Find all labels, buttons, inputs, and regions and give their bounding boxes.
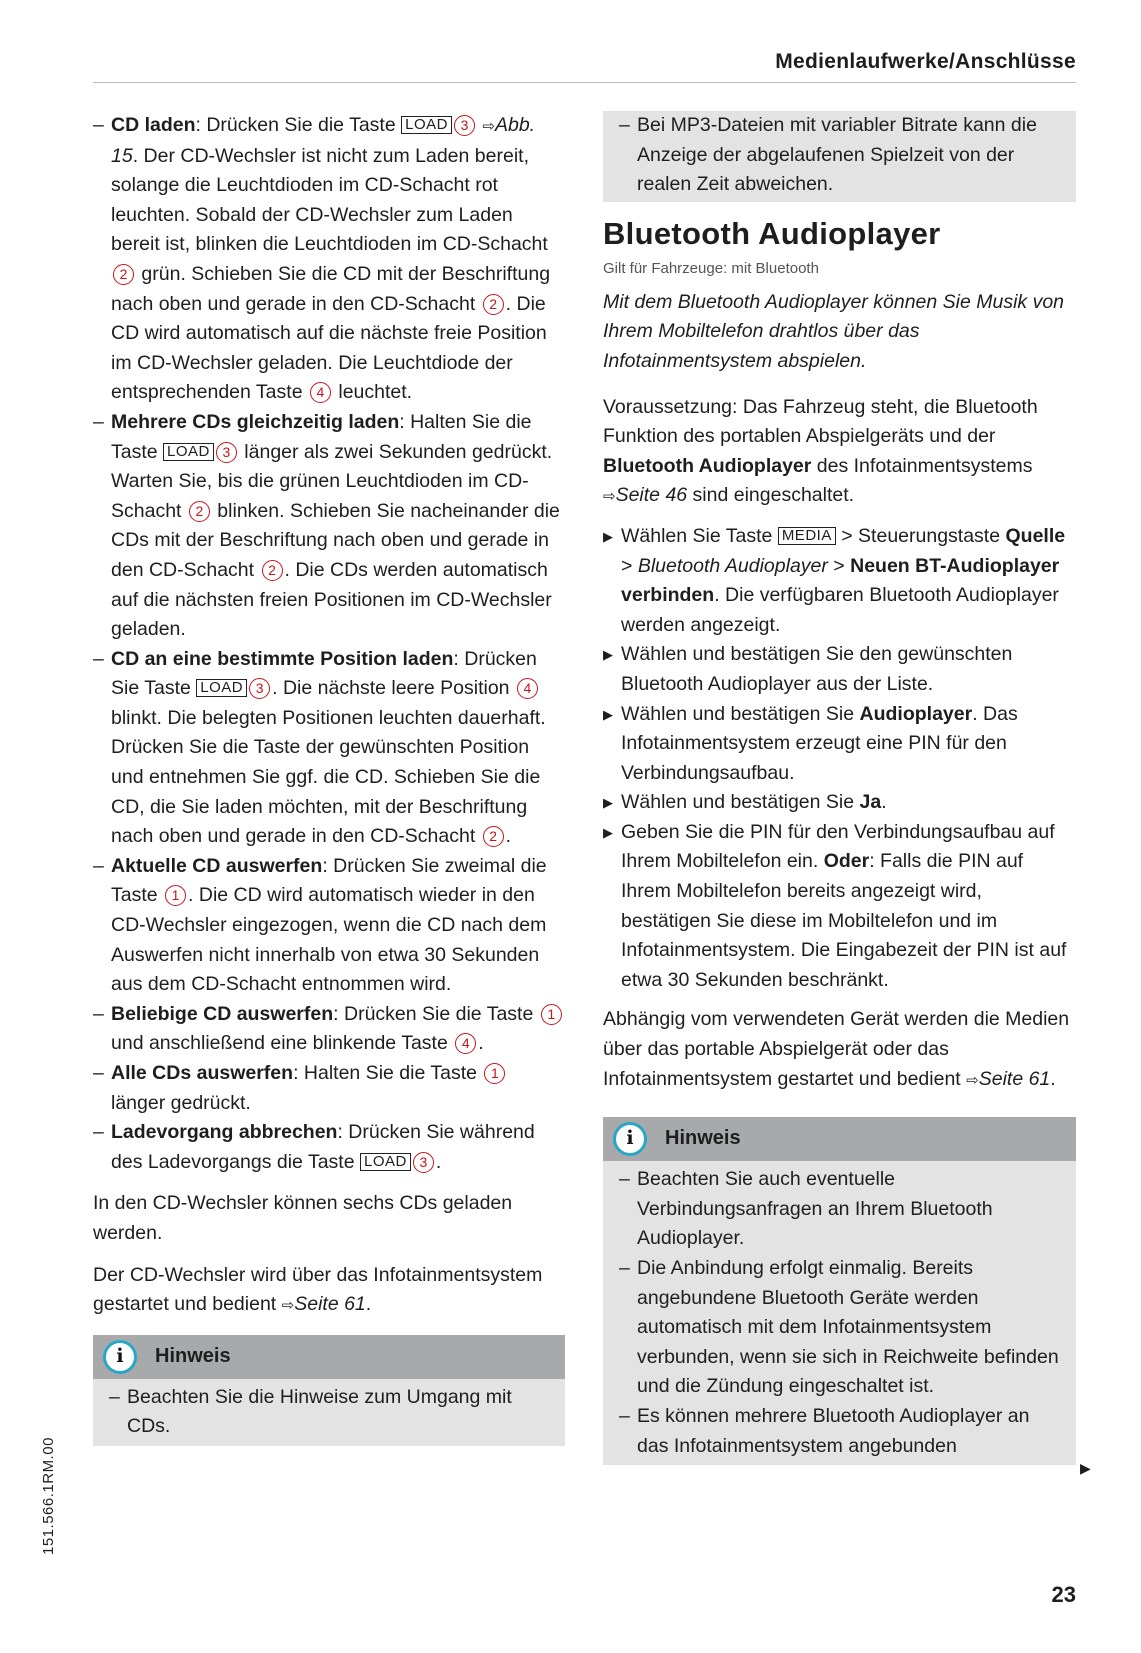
hinweis-box-right — [603, 1117, 1076, 1465]
hardware-key-label: LOAD — [163, 443, 214, 461]
note-list — [603, 111, 1076, 200]
list-item — [93, 111, 565, 408]
list-item — [619, 1254, 1064, 1402]
bullet-triangle-icon: ▶ — [603, 647, 613, 663]
info-icon: i — [613, 1122, 647, 1156]
callout-number: 3 — [249, 678, 270, 699]
list-item — [619, 1165, 1064, 1254]
note-box — [603, 111, 1076, 202]
list-item — [93, 1118, 565, 1177]
callout-number: 3 — [454, 115, 475, 136]
bold-term: Aktuelle CD auswerfen — [111, 854, 323, 877]
dash-marker: – — [93, 1121, 104, 1144]
reference-text: Abb. 15 — [111, 114, 536, 167]
bullet-triangle-icon: ▶ — [603, 528, 613, 544]
reference-arrow-icon: ⇨ — [482, 118, 495, 135]
text-run: . Der CD-Wechsler ist nicht zum Laden bereit, solange die Leuchtdioden im CD-Schacht rot leuchten. Sobald der CD-Wechsler zum Laden bereit ist, blinken die Leuchtdioden im CD-Schacht — [111, 144, 548, 256]
text-run: leuchtet. — [332, 381, 413, 404]
dash-marker: – — [109, 1385, 120, 1408]
bold-term: CD laden — [111, 114, 196, 136]
section-title: Medienlaufwerke/Anschlüsse — [775, 50, 1076, 73]
reference-arrow-icon: ⇨ — [603, 488, 616, 506]
text-run: grün. Schieben Sie die CD mit der Beschriftung nach oben und gerade in den CD-Schacht — [111, 262, 551, 315]
hinweis-header — [93, 1335, 565, 1379]
hinweis-list — [93, 1379, 565, 1442]
text-run: . — [505, 825, 512, 848]
paragraph — [93, 1189, 565, 1248]
text-run: . Die CD wird automatisch wieder in den CD-Wechsler eingezogen, wenn die CD nach dem Auswerfen nicht innerhalb von etwa 30 Sekunden aus dem CD-Schacht entnommen wird. — [111, 884, 547, 996]
text-run: Wählen und bestätigen Sie — [621, 702, 860, 725]
list-item — [603, 788, 1076, 818]
list-item — [93, 1000, 565, 1059]
text-run: . — [478, 1032, 484, 1055]
callout-number: 3 — [216, 442, 237, 463]
text-run: Bei MP3-Dateien mit variabler Bitrate kann die Anzeige der abgelaufenen Spielzeit von der realen Zeit abweichen. — [637, 114, 1037, 196]
bold-term: Quelle — [1005, 524, 1066, 547]
text-run: > — [827, 554, 851, 577]
text-run: . Die CDs werden automatisch auf die nächsten freien Positionen im CD-Wechsler geladen. — [111, 558, 552, 641]
header-rule — [93, 82, 1076, 83]
bullet-triangle-icon: ▶ — [603, 824, 613, 840]
text-run: : Falls die PIN auf Ihrem Mobiltelefon bereits angezeigt wird, bestätigen Sie diese im Mobiltelefon und im Infotainmentsystem. Die Eingabezeit der PIN ist auf etwa 30 Sekunden beschränkt. — [621, 850, 1067, 991]
dash-marker: – — [93, 410, 104, 433]
hinweis-box — [93, 1335, 565, 1446]
text-run: blinken. Schieben Sie nacheinander die CDs mit der Beschriftung nach oben und gerade in den CD-Schacht — [111, 499, 560, 581]
dash-marker: – — [619, 1257, 630, 1279]
text-run: . Das Infotainmentsystem erzeugt eine PIN für den Verbindungsaufbau. — [621, 702, 1018, 784]
text-run: : Halten Sie die Taste — [293, 1062, 483, 1084]
text-run: blinkt. Die belegten Positionen leuchten dauerhaft. Drücken Sie die Taste der gewünschten Position und entnehmen Sie ggf. die CD. Schieben Sie die CD, die Sie laden möchten, mit der Beschriftung nach oben und gerade in den CD-Schacht — [111, 706, 546, 848]
dash-marker: – — [619, 114, 630, 136]
section-heading: Bluetooth Audioplayer — [603, 215, 941, 251]
list-item — [93, 1059, 565, 1118]
callout-number: 2 — [189, 501, 210, 522]
dash-marker: – — [93, 647, 104, 670]
text-run: Wählen und bestätigen Sie den gewünschten Bluetooth Audioplayer aus der Liste. — [621, 643, 1013, 695]
applies-to: Gilt für Fahrzeuge: mit Bluetooth — [603, 259, 819, 277]
hardware-key-label: LOAD — [360, 1153, 411, 1171]
intro-text: Mit dem Bluetooth Audioplayer können Sie Musik von Ihrem Mobiltelefon drahtlos über das Infotainmentsystem abspielen. — [603, 290, 1065, 372]
callout-number: 1 — [541, 1004, 562, 1025]
bold-term: Oder — [823, 850, 870, 873]
bold-term: Alle CDs auswerfen — [111, 1062, 294, 1084]
paragraphs — [93, 1189, 565, 1320]
bold-term: Mehrere CDs gleichzeitig laden — [111, 410, 400, 433]
reference-text: Seite 61 — [978, 1067, 1051, 1090]
callout-number: 3 — [413, 1152, 434, 1173]
cross-reference[interactable] — [966, 1068, 1050, 1090]
right-column — [603, 111, 1076, 1465]
reference-arrow-icon: ⇨ — [966, 1071, 979, 1089]
callout-number: 1 — [484, 1063, 505, 1084]
text-run: . Die CD wird automatisch auf die nächste freie Position im CD-Wechsler geladen. Die Leuchtdiode der entsprechenden Taste — [111, 292, 547, 404]
text-run: . Die nächste leere Position — [272, 677, 515, 700]
step-list — [603, 522, 1076, 996]
paragraph — [603, 1005, 1076, 1095]
left-column — [93, 111, 565, 1446]
cross-reference[interactable] — [603, 484, 687, 506]
list-item — [93, 645, 565, 852]
dash-marker: – — [93, 1002, 104, 1025]
dash-marker: – — [619, 1404, 630, 1427]
prerequisite — [603, 393, 1076, 512]
bold-term: Neuen BT-Audioplayer verbinden — [621, 554, 1060, 607]
text-run: Wählen Sie Taste — [621, 524, 778, 547]
text-run: länger als zwei Sekunden gedrückt. Warten Sie, bis die grünen Leuchtdioden im CD-Schacht — [111, 440, 553, 522]
bold-term: Beliebige CD auswerfen — [111, 1002, 334, 1025]
closing-text — [603, 1005, 1076, 1095]
list-item — [619, 1402, 1064, 1461]
callout-number: 2 — [113, 264, 134, 285]
text-run: . — [365, 1293, 372, 1316]
text-run: des Infotainmentsystems — [811, 454, 1033, 477]
bold-term: Bluetooth Audioplayer — [603, 454, 812, 477]
paragraph — [93, 1261, 565, 1321]
reference-text: Seite 46 — [615, 484, 688, 507]
hardware-key-label: MEDIA — [778, 527, 836, 545]
hardware-key-label: LOAD — [401, 116, 452, 134]
text-run: . — [435, 1150, 442, 1173]
text-run: Der CD-Wechsler wird über das Infotainmentsystem gestartet und bedient — [93, 1263, 543, 1316]
bullet-triangle-icon: ▶ — [603, 795, 613, 811]
callout-number: 2 — [483, 294, 504, 315]
dash-marker: – — [93, 854, 104, 877]
dash-marker: – — [93, 114, 104, 136]
text-run: Wählen und bestätigen Sie — [621, 791, 860, 814]
text-run: : Drücken Sie die Taste — [333, 1002, 539, 1025]
dash-marker: – — [93, 1062, 104, 1084]
text-run: Beachten Sie auch eventuelle Verbindungsanfragen an Ihrem Bluetooth Audioplayer. — [637, 1168, 993, 1250]
callout-number: 2 — [483, 826, 504, 847]
text-run: länger gedrückt. — [111, 1091, 251, 1114]
continue-arrow-icon: ▶ — [1080, 1460, 1091, 1476]
dash-marker: – — [619, 1168, 630, 1191]
cross-reference[interactable] — [282, 1293, 366, 1315]
callout-number: 4 — [310, 382, 331, 403]
bold-term: CD an eine bestimmte Position laden — [111, 647, 454, 670]
hinweis-list — [603, 1161, 1076, 1461]
list-item — [93, 852, 565, 1000]
text-run: Die Anbindung erfolgt einmalig. Bereits angebundene Bluetooth Geräte werden automatisch mit dem Infotainmentsystem verbunden, wenn sie sich in Reichweite befinden und die Zündung eingeschaltet ist. — [637, 1257, 1059, 1398]
reference-text: Seite 61 — [294, 1293, 366, 1316]
list-item — [603, 700, 1076, 789]
text-run: In den CD-Wechsler können sechs CDs geladen werden. — [93, 1192, 513, 1244]
hinweis-header — [603, 1117, 1076, 1161]
text-run: . Die verfügbaren Bluetooth Audioplayer werden angezeigt. — [621, 584, 1059, 636]
list-item — [619, 111, 1064, 200]
text-run: Geben Sie die PIN für den Verbindungsaufbau auf Ihrem Mobiltelefon ein. — [621, 820, 1055, 873]
info-icon: i — [103, 1340, 137, 1374]
paragraph — [603, 393, 1076, 512]
text-run: und anschließend eine blinkende Taste — [111, 1032, 454, 1055]
reference-arrow-icon: ⇨ — [281, 1297, 295, 1315]
text-run: Voraussetzung: Das Fahrzeug steht, die Bluetooth Funktion des portablen Abspielgeräts und der — [603, 395, 1038, 448]
list-item — [93, 408, 565, 645]
text-run: : Drücken Sie die Taste — [195, 114, 402, 136]
menu-path: Bluetooth Audioplayer — [637, 554, 828, 577]
bold-term: Ladevorgang abbrechen — [111, 1121, 338, 1144]
bullet-triangle-icon: ▶ — [603, 706, 613, 722]
text-run: sind eingeschaltet. — [687, 484, 855, 507]
text-run: Abhängig vom verwendeten Gerät werden die Medien über das portable Abspielgerät oder das Infotainmentsystem gestartet und bedient — [603, 1008, 1070, 1090]
text-run: . — [881, 791, 887, 814]
callout-number: 4 — [455, 1033, 476, 1054]
instruction-list — [93, 111, 565, 1177]
text-run: : Drücken Sie während des Ladevorgangs die Taste — [111, 1121, 535, 1173]
callout-number: 4 — [517, 678, 538, 699]
text-run: Es können mehrere Bluetooth Audioplayer an das Infotainmentsystem angebunden — [637, 1404, 1030, 1457]
list-item — [109, 1383, 553, 1442]
list-item — [603, 818, 1076, 996]
page-number: 23 — [1051, 1582, 1076, 1607]
text-run: : Halten Sie die Taste — [111, 410, 532, 463]
hinweis-title: Hinweis — [155, 1344, 231, 1367]
list-item — [603, 522, 1076, 640]
text-run: : Drücken Sie zweimal die Taste — [111, 854, 547, 907]
callout-number: 2 — [262, 560, 283, 581]
bold-term: Ja — [859, 791, 882, 814]
hinweis-title: Hinweis — [665, 1127, 741, 1150]
text-run: . — [1050, 1067, 1056, 1090]
callout-number: 1 — [165, 885, 186, 906]
document-code: 151.566.1RM.00 — [40, 1437, 57, 1555]
text-run: > — [621, 554, 638, 577]
text-run: Beachten Sie die Hinweise zum Umgang mit CDs. — [127, 1385, 512, 1438]
text-run: > Steuerungstaste — [835, 524, 1006, 547]
hardware-key-label: LOAD — [196, 679, 247, 697]
text-run: : Drücken Sie Taste — [111, 647, 537, 700]
list-item — [603, 640, 1076, 699]
bold-term: Audioplayer — [859, 702, 973, 725]
